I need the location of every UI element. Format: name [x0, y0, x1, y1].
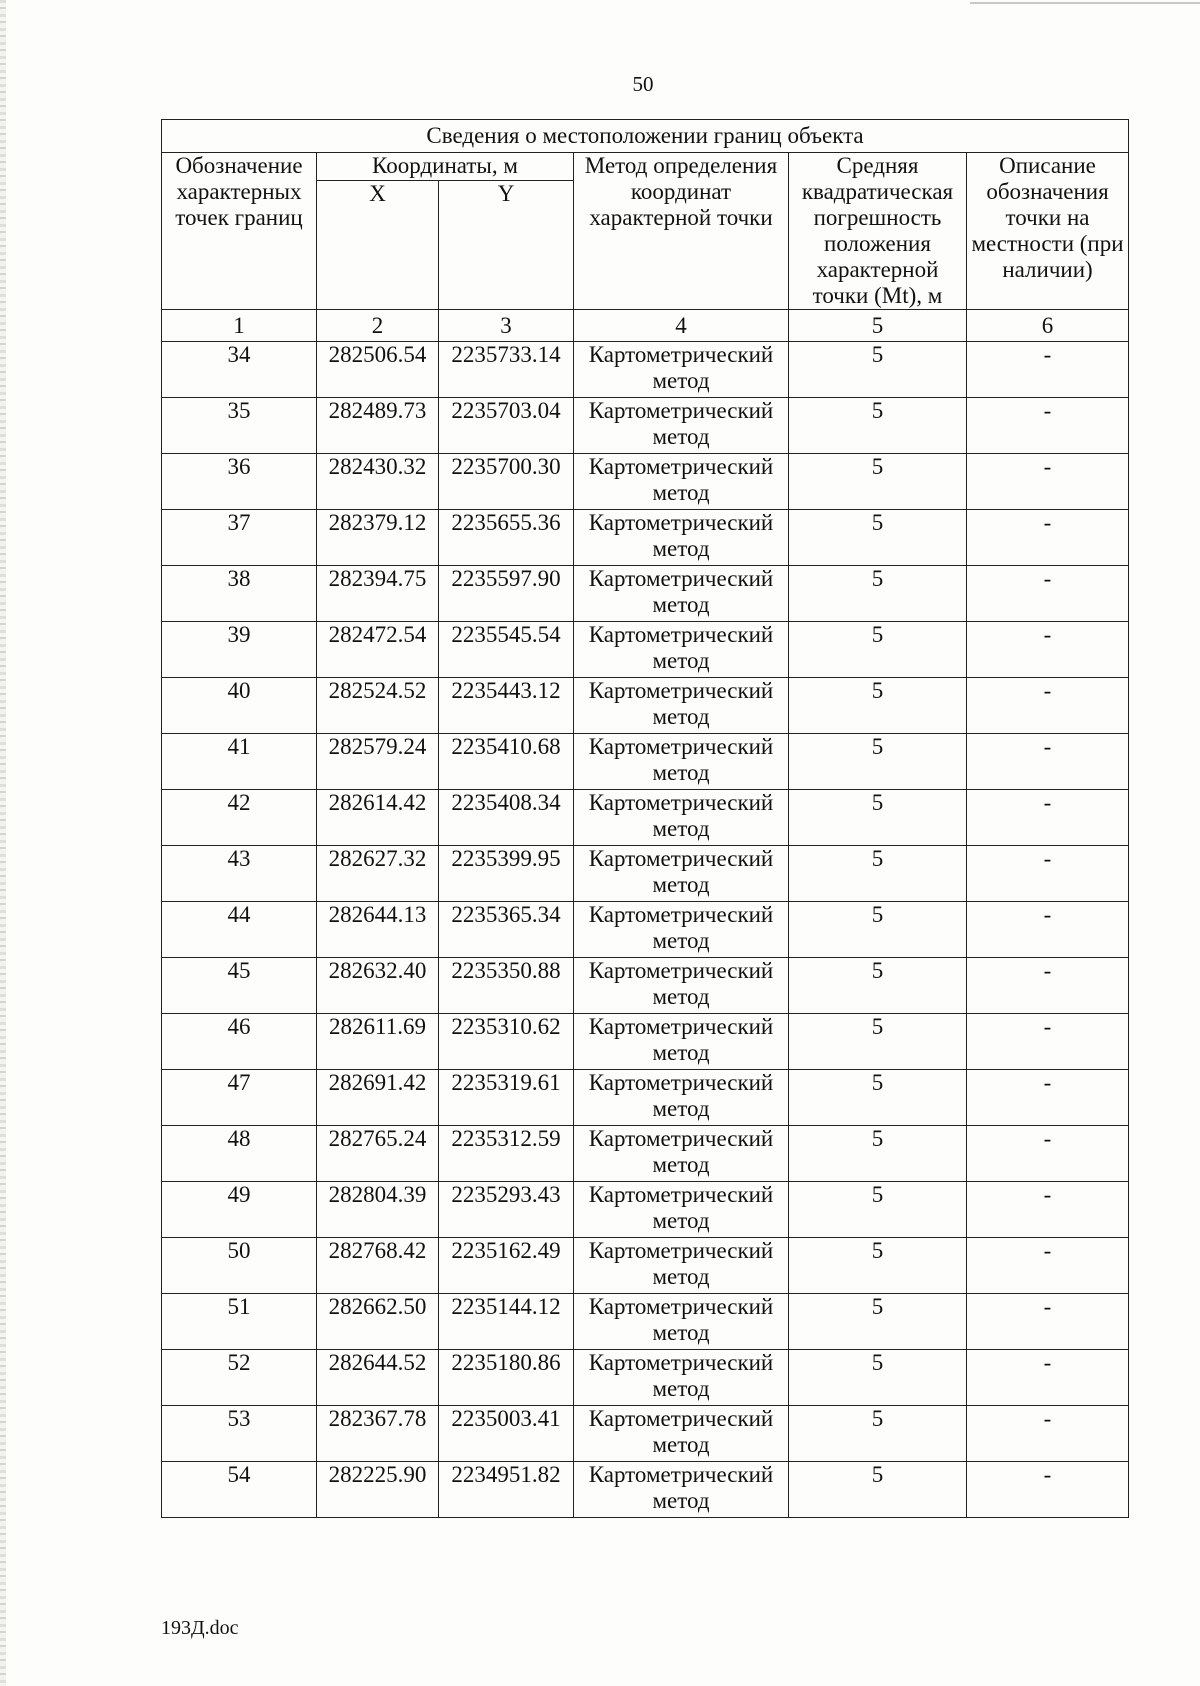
cell-point: 51: [162, 1294, 317, 1350]
table-row: [162, 1126, 1129, 1182]
table-row: [162, 1014, 1129, 1070]
cell-point: 40: [162, 678, 317, 734]
cell-error: 5: [789, 734, 967, 790]
cell-point: 41: [162, 734, 317, 790]
cell-point: 39: [162, 622, 317, 678]
cell-error: 5: [789, 678, 967, 734]
cell-y: 2235310.62: [439, 1014, 574, 1070]
cell-point: 47: [162, 1070, 317, 1126]
cell-x: 282489.73: [317, 398, 439, 454]
cell-method: Картометрический метод: [574, 622, 789, 678]
cell-description: -: [967, 1350, 1129, 1406]
table-row: [162, 454, 1129, 510]
cell-point: 48: [162, 1126, 317, 1182]
cell-description: -: [967, 1070, 1129, 1126]
cell-method: Картометрический метод: [574, 342, 789, 398]
column-number: 2: [317, 310, 439, 342]
table-row: [162, 1406, 1129, 1462]
cell-y: 2235408.34: [439, 790, 574, 846]
cell-x: 282506.54: [317, 342, 439, 398]
cell-y: 2235733.14: [439, 342, 574, 398]
footer-filename: 193Д.doc: [161, 1617, 239, 1639]
cell-method: Картометрический метод: [574, 790, 789, 846]
table-row: [162, 1462, 1129, 1518]
cell-point: 34: [162, 342, 317, 398]
cell-x: 282765.24: [317, 1126, 439, 1182]
cell-description: -: [967, 454, 1129, 510]
cell-error: 5: [789, 510, 967, 566]
header-point-designation: Обозначение характерных точек границ: [162, 153, 317, 310]
cell-point: 45: [162, 958, 317, 1014]
cell-x: 282632.40: [317, 958, 439, 1014]
header-method: Метод определения координат характерной точки: [574, 153, 789, 310]
cell-x: 282627.32: [317, 846, 439, 902]
cell-point: 43: [162, 846, 317, 902]
header-coordinates: Координаты, м: [317, 153, 574, 181]
cell-x: 282804.39: [317, 1182, 439, 1238]
header-error: Средняя квадратическая погрешность положения характерной точки (Mt), м: [789, 153, 967, 310]
cell-point: 50: [162, 1238, 317, 1294]
cell-description: -: [967, 1462, 1129, 1518]
cell-method: Картометрический метод: [574, 1294, 789, 1350]
cell-method: Картометрический метод: [574, 1350, 789, 1406]
cell-y: 2235180.86: [439, 1350, 574, 1406]
cell-y: 2235410.68: [439, 734, 574, 790]
cell-description: -: [967, 678, 1129, 734]
cell-y: 2235700.30: [439, 454, 574, 510]
cell-x: 282430.32: [317, 454, 439, 510]
cell-error: 5: [789, 1238, 967, 1294]
header-description: Описание обозначения точки на местности (при наличии): [967, 153, 1129, 310]
cell-error: 5: [789, 902, 967, 958]
cell-method: Картометрический метод: [574, 1014, 789, 1070]
column-number: 5: [789, 310, 967, 342]
cell-y: 2235312.59: [439, 1126, 574, 1182]
table-row: [162, 846, 1129, 902]
cell-method: Картометрический метод: [574, 1406, 789, 1462]
cell-y: 2235443.12: [439, 678, 574, 734]
cell-description: -: [967, 1238, 1129, 1294]
cell-x: 282691.42: [317, 1070, 439, 1126]
cell-y: 2235597.90: [439, 566, 574, 622]
table-row: [162, 1294, 1129, 1350]
column-number: 4: [574, 310, 789, 342]
cell-method: Картометрический метод: [574, 1182, 789, 1238]
table-row: [162, 398, 1129, 454]
cell-method: Картометрический метод: [574, 958, 789, 1014]
cell-point: 37: [162, 510, 317, 566]
table-row: [162, 1350, 1129, 1406]
cell-y: 2235162.49: [439, 1238, 574, 1294]
cell-error: 5: [789, 1294, 967, 1350]
cell-x: 282225.90: [317, 1462, 439, 1518]
page-number: 50: [632, 72, 654, 96]
cell-description: -: [967, 1014, 1129, 1070]
column-number: 6: [967, 310, 1129, 342]
cell-y: 2235399.95: [439, 846, 574, 902]
cell-x: 282524.52: [317, 678, 439, 734]
cell-description: -: [967, 1126, 1129, 1182]
table-row: [162, 342, 1129, 398]
cell-error: 5: [789, 1182, 967, 1238]
cell-y: 2235365.34: [439, 902, 574, 958]
cell-description: -: [967, 1294, 1129, 1350]
cell-method: Картометрический метод: [574, 1126, 789, 1182]
coordinates-table: [161, 119, 1129, 1518]
cell-y: 2235319.61: [439, 1070, 574, 1126]
cell-description: -: [967, 1182, 1129, 1238]
scan-edge: [0, 0, 6, 1686]
cell-method: Картометрический метод: [574, 902, 789, 958]
cell-x: 282394.75: [317, 566, 439, 622]
cell-error: 5: [789, 1350, 967, 1406]
column-number: 3: [439, 310, 574, 342]
cell-x: 282662.50: [317, 1294, 439, 1350]
cell-point: 44: [162, 902, 317, 958]
cell-x: 282367.78: [317, 1406, 439, 1462]
header-x: X: [317, 181, 439, 310]
column-number: 1: [162, 310, 317, 342]
cell-point: 38: [162, 566, 317, 622]
cell-method: Картометрический метод: [574, 846, 789, 902]
cell-y: 2235144.12: [439, 1294, 574, 1350]
cell-error: 5: [789, 1070, 967, 1126]
cell-method: Картометрический метод: [574, 398, 789, 454]
cell-x: 282579.24: [317, 734, 439, 790]
table-row: [162, 678, 1129, 734]
cell-description: -: [967, 902, 1129, 958]
cell-error: 5: [789, 1126, 967, 1182]
cell-method: Картометрический метод: [574, 734, 789, 790]
cell-method: Картометрический метод: [574, 1238, 789, 1294]
header-y: Y: [439, 181, 574, 310]
cell-x: 282472.54: [317, 622, 439, 678]
cell-point: 53: [162, 1406, 317, 1462]
cell-description: -: [967, 510, 1129, 566]
table-row: [162, 1182, 1129, 1238]
table-caption: Сведения о местоположении границ объекта: [162, 120, 1129, 153]
cell-point: 36: [162, 454, 317, 510]
column-number-row: [162, 310, 1129, 342]
cell-error: 5: [789, 454, 967, 510]
cell-point: 52: [162, 1350, 317, 1406]
cell-description: -: [967, 342, 1129, 398]
table-row: [162, 510, 1129, 566]
cell-error: 5: [789, 1406, 967, 1462]
cell-y: 2234951.82: [439, 1462, 574, 1518]
cell-point: 49: [162, 1182, 317, 1238]
cell-error: 5: [789, 398, 967, 454]
cell-description: -: [967, 790, 1129, 846]
cell-point: 54: [162, 1462, 317, 1518]
cell-point: 35: [162, 398, 317, 454]
scan-top-rule: [970, 2, 1200, 4]
table-row: [162, 790, 1129, 846]
table-row: [162, 734, 1129, 790]
cell-description: -: [967, 398, 1129, 454]
cell-method: Картометрический метод: [574, 678, 789, 734]
cell-y: 2235545.54: [439, 622, 574, 678]
cell-method: Картометрический метод: [574, 566, 789, 622]
cell-x: 282614.42: [317, 790, 439, 846]
table-row: [162, 1238, 1129, 1294]
cell-description: -: [967, 734, 1129, 790]
cell-error: 5: [789, 790, 967, 846]
cell-error: 5: [789, 566, 967, 622]
cell-error: 5: [789, 342, 967, 398]
cell-description: -: [967, 1406, 1129, 1462]
cell-y: 2235703.04: [439, 398, 574, 454]
table-row: [162, 622, 1129, 678]
cell-description: -: [967, 566, 1129, 622]
cell-error: 5: [789, 846, 967, 902]
cell-y: 2235003.41: [439, 1406, 574, 1462]
cell-x: 282644.13: [317, 902, 439, 958]
cell-description: -: [967, 958, 1129, 1014]
cell-description: -: [967, 846, 1129, 902]
table-body: [162, 342, 1129, 1518]
cell-method: Картометрический метод: [574, 1070, 789, 1126]
cell-error: 5: [789, 1462, 967, 1518]
cell-point: 46: [162, 1014, 317, 1070]
cell-description: -: [967, 622, 1129, 678]
cell-x: 282379.12: [317, 510, 439, 566]
cell-point: 42: [162, 790, 317, 846]
cell-error: 5: [789, 958, 967, 1014]
cell-x: 282611.69: [317, 1014, 439, 1070]
table-row: [162, 958, 1129, 1014]
cell-y: 2235350.88: [439, 958, 574, 1014]
cell-y: 2235293.43: [439, 1182, 574, 1238]
cell-method: Картометрический метод: [574, 510, 789, 566]
cell-method: Картометрический метод: [574, 1462, 789, 1518]
table-row: [162, 566, 1129, 622]
cell-x: 282644.52: [317, 1350, 439, 1406]
cell-error: 5: [789, 1014, 967, 1070]
cell-y: 2235655.36: [439, 510, 574, 566]
cell-error: 5: [789, 622, 967, 678]
table-row: [162, 1070, 1129, 1126]
cell-x: 282768.42: [317, 1238, 439, 1294]
cell-method: Картометрический метод: [574, 454, 789, 510]
table-row: [162, 902, 1129, 958]
